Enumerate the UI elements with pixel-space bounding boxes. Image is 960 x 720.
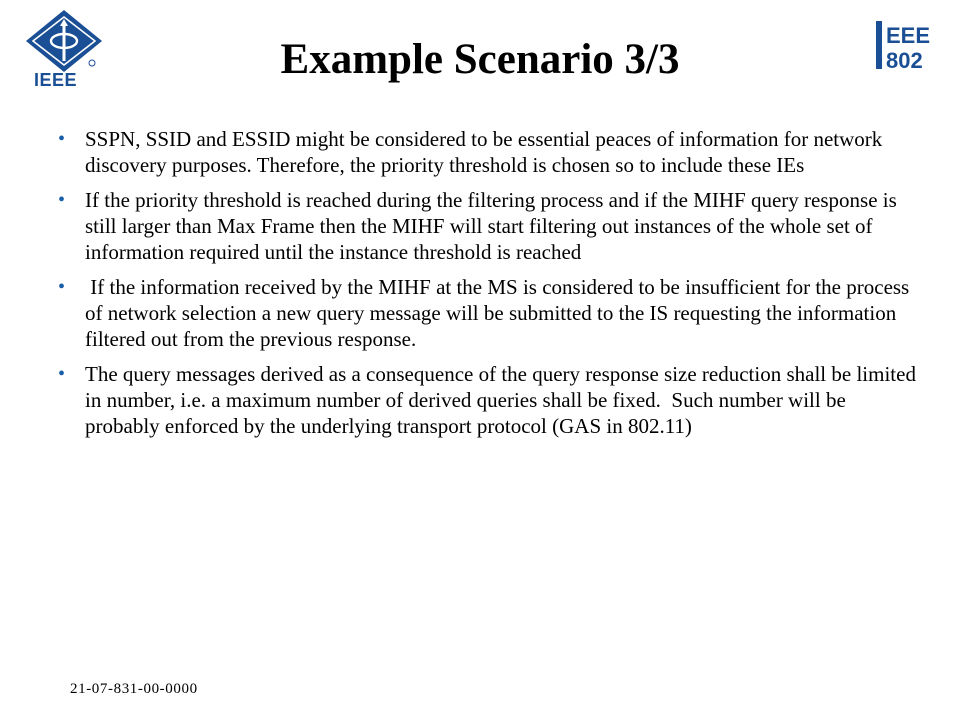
bullet-text: If the priority threshold is reached during the filtering process and if the MIHF query response is still larger than Max Frame then the MIHF will start filtering out instances of the whole set of information required until the instance threshold is reached xyxy=(85,188,903,264)
bullet-list xyxy=(58,126,922,448)
bullet-item xyxy=(58,361,922,439)
bullet-marker: • xyxy=(58,276,66,298)
document-number-footer: 21-07-831-00-0000 xyxy=(70,681,198,697)
bullet-item xyxy=(58,126,918,178)
ieee-logo-text: IEEE xyxy=(34,70,78,90)
bullet-text: SSPN, SSID and ESSID might be considered to be essential peaces of information for network discovery purposes. Therefore, the priority threshold is chosen so to include these IEs xyxy=(85,127,888,177)
slide-title: Example Scenario 3/3 xyxy=(280,36,680,83)
bullet-marker: • xyxy=(58,189,66,211)
bullet-marker: • xyxy=(58,128,66,150)
bullet-text: The query messages derived as a consequence of the query response size reduction shall be limited in number, i.e. a maximum number of derived queries shall be fixed. Such number will be probably enforced by the underlying transport protocol (GAS in 802.11) xyxy=(85,362,922,438)
bullet-item xyxy=(58,274,918,352)
bullet-marker: • xyxy=(58,363,66,385)
ieee-802-logo-top-text: EEE xyxy=(886,23,931,48)
ieee-802-logo-bottom-text: 802 xyxy=(886,48,923,73)
bullet-text: If the information received by the MIHF at the MS is considered to be insufficient for the process of network selection a new query message will be submitted to the IS requesting the information filtered out from the previous response. xyxy=(85,275,915,351)
bullet-item xyxy=(58,187,918,265)
